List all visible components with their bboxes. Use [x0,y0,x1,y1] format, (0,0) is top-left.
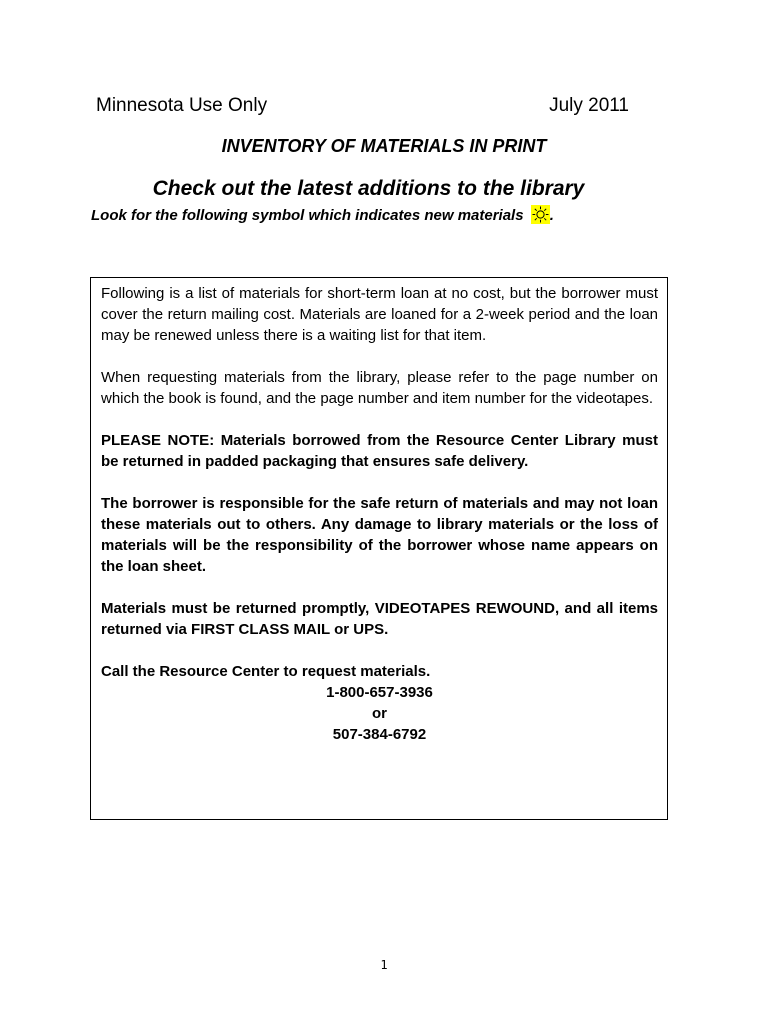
responsibility-paragraph: The borrower is responsible for the safe return of materials and may not loan these materials out to others. Any damage to library materials or the loss of materials will be the responsibility of the borrower whose name appears on the loan sheet. [101,495,658,575]
return-text-a: Materials must be returned promptly, [101,600,375,617]
return-text-g: . [384,621,389,638]
ups: UPS [353,621,385,638]
legend-text: Look for the following symbol which indicates new materials [91,207,524,224]
header-row [96,93,629,119]
page-number: 1 [380,958,388,972]
phone-or: or [372,705,387,722]
header-date: July 2011 [549,95,629,116]
packaging-note-paragraph: PLEASE NOTE: Materials borrowed from the Resource Center Library must be returned in padded packaging that ensures safe delivery. [101,432,658,470]
return-text-c: , and all items returned via [101,600,659,638]
phone-number-primary: 1-800-657-3936 [326,684,433,701]
page-title-text: INVENTORY OF MATERIALS IN PRINT [221,136,547,156]
header-region: Minnesota Use Only [96,95,268,116]
loan-terms-paragraph: Following is a list of materials for short-term loan at no cost, but the borrower must cover the return mailing cost. Materials are loaned for a 2-week period and the loan may be renewed unless there is a waiting list for that item. [101,285,658,344]
legend-period: . [549,207,554,224]
videotapes-rewound: VIDEOTAPES REWOUND [374,600,555,617]
new-materials-legend [91,205,651,227]
page-title [0,134,768,158]
first-class-mail: FIRST CLASS MAIL [191,621,330,638]
return-text-e: or [329,621,354,638]
sun-icon [531,205,550,224]
phone-number-secondary: 507-384-6792 [332,726,427,743]
request-instructions-paragraph: When requesting materials from the library, please refer to the page number on which the book is found, and the page number and item number for the videotapes. [101,369,658,407]
return-instructions-paragraph [101,598,658,640]
call-instruction: Call the Resource Center to request materials. [101,663,431,680]
page-subtitle: Check out the latest additions to the library [152,177,585,200]
loan-policy-box [90,277,668,820]
